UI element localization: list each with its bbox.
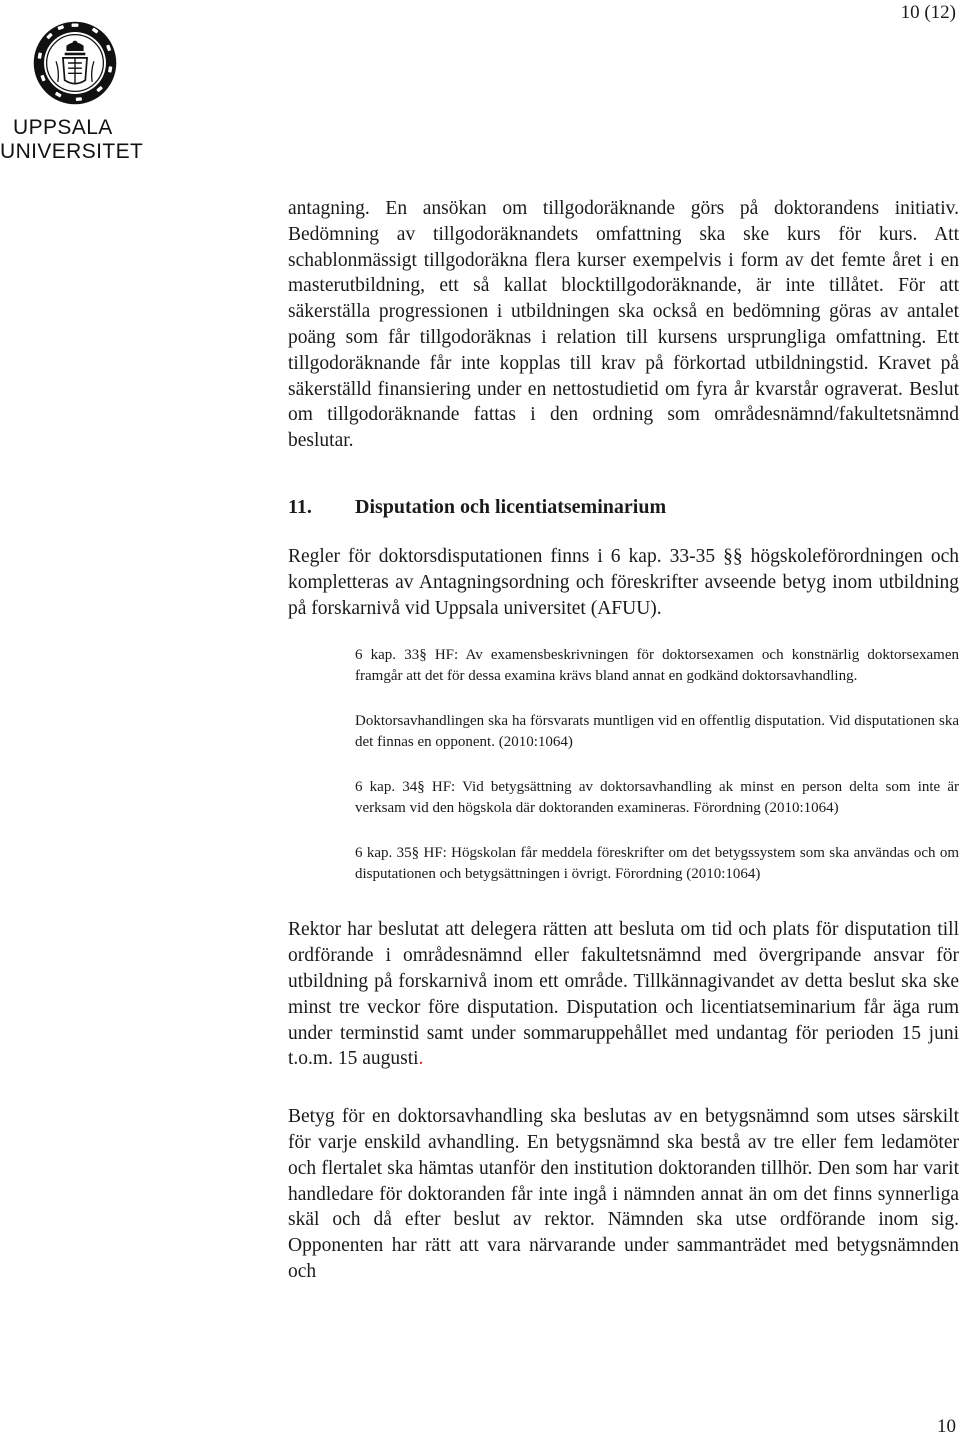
section-title: Disputation och licentiatseminarium: [355, 495, 667, 518]
paragraph-regler: Regler för doktorsdisputationen finns i 6 kap. 33-35 §§ högskoleförordningen och kompletteras av Antagningsordning och föreskrifter avseende betyg inom utbildning på forskarnivå vid Uppsala universitet (AFUU).: [288, 545, 959, 619]
logo-line-1: UPPSALA: [13, 116, 113, 139]
university-seal-icon: [32, 20, 118, 106]
section-heading: [288, 494, 959, 520]
paragraph-rektor: [288, 917, 959, 1072]
paragraph-rektor-period: .: [418, 1048, 424, 1070]
quote-doktorsavhandling: Doktorsavhandlingen ska ha försvarats muntligen vid en offentlig disputation. Vid disputationen ska det finnas en opponent. (2010:1064): [355, 713, 959, 751]
quote-6kap-34: 6 kap. 34§ HF: Vid betygsättning av doktorsavhandling ak minst en person delta som inte är verksam vid den högskola där doktoranden examineras. Förordning (2010:1064): [355, 779, 959, 817]
quote-6kap-35: 6 kap. 35§ HF: Högskolan får meddela föreskrifter om det betygssystem som ska användas och om disputationen och betygsättningen i övrigt. Förordning (2010:1064): [355, 845, 959, 883]
section-number: 11.: [288, 495, 312, 518]
paragraph-betyg: Betyg för en doktorsavhandling ska beslutas av en betygsnämnd som utses särskilt för varje enskild avhandling. En betygsnämnd ska bestå av tre eller fem ledamöter och flertalet ska hämtas utanför den institution doktoranden tillhör. Den som har varit handledare för doktoranden får inte ingå i nämnden annat än om det finns synnerliga skäl och då efter beslut av rektor. Nämnden ska utse ordförande inom sig. Opponenten har rätt att vara närvarande under sammanträdet med betygsnämnden och: [288, 1106, 959, 1282]
page-indicator: 10 (12): [900, 2, 956, 23]
logo-line-2: UNIVERSITET: [0, 140, 144, 163]
uppsala-university-logo: [0, 20, 152, 164]
document-body: [288, 196, 959, 1285]
paragraph-tillgodoraknande: antagning. En ansökan om tillgodoräknande görs på doktorandens initiativ. Bedömning av tillgodoräknandets omfattning ska ske kurs för kurs. Att schablonmässigt tillgodoräkna flera kurser exempelvis i form av det femte året i en masterutbildning, ett så kallat blocktillgodoräknande, är inte tillåtet. För att säkerställa progressionen i utbildningen ska också en bedömning göras av antalet poäng som får tillgodoräknas i relation till kursens ursprungliga omfattning. Ett tillgodoräknande får inte kopplas till krav på förkortad utbildningstid. Kravet på säkerställd finansiering under en nettostudietid om fyra år kvarstår ograverat. Beslut om tillgodoräknande fattas i den ordning som områdesnämnd/fakultetsnämnd beslutar.: [288, 198, 959, 452]
paragraph-rektor-text: Rektor har beslutat att delegera rätten att besluta om tid och plats för disputation till ordförande i områdesnämnd eller fakultetsnämnd med övergripande ansvar för utbildning på forskarnivå inom ett område. Tillkännagivandet av detta beslut ska ske minst tre veckor före disputation. Disputation och licentiatseminarium får äga rum under terminstid samt under sommaruppehållet med undantag för perioden 15 juni t.o.m. 15 augusti: [288, 919, 959, 1070]
page-number: 10: [937, 1416, 956, 1437]
quote-6kap-33: 6 kap. 33§ HF: Av examensbeskrivningen för doktorsexamen och konstnärlig doktorsexamen framgår att det för dessa examina krävs bland annat en godkänd doktorsavhandling.: [355, 647, 959, 685]
